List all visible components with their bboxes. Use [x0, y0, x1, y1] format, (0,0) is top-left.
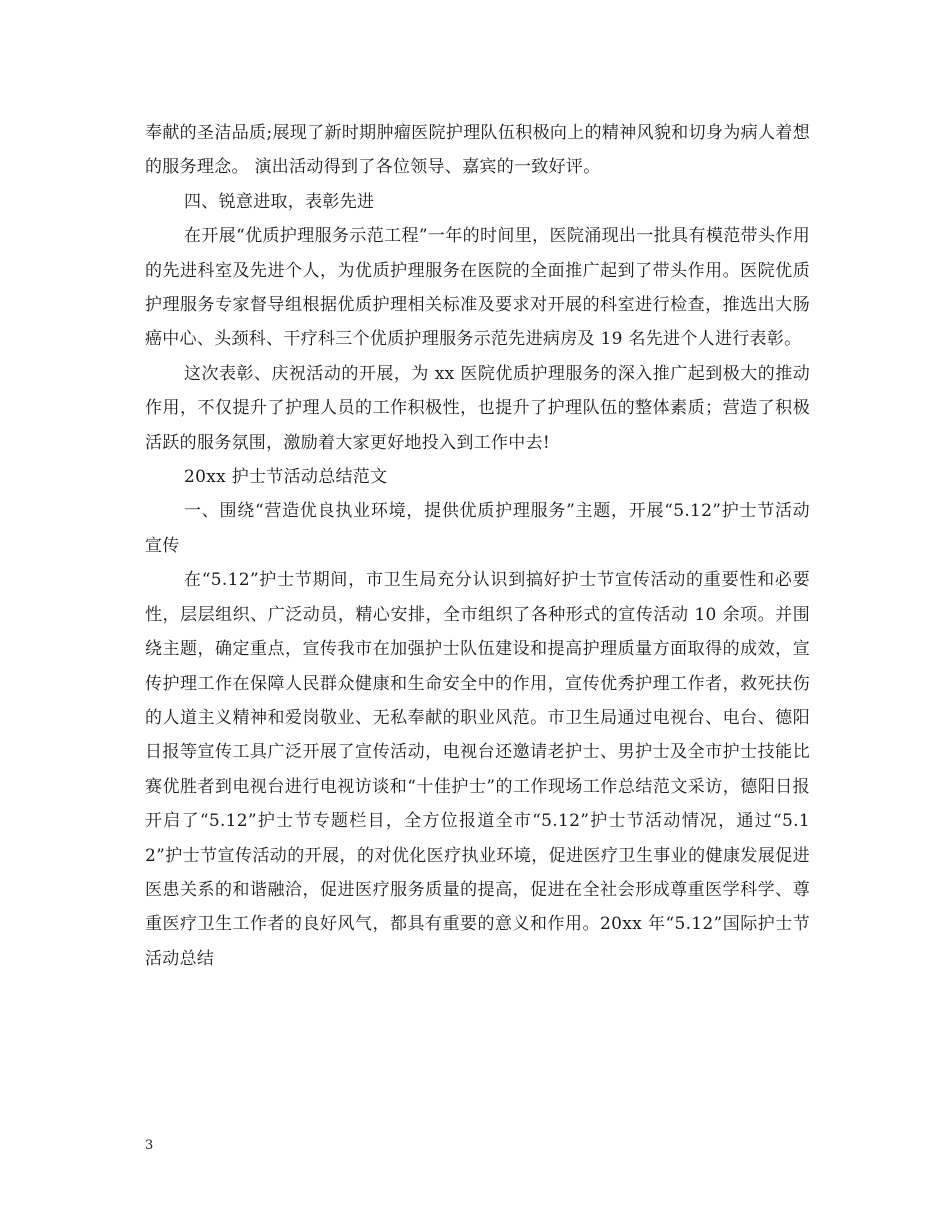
article-title: 20xx 护士节活动总结范文 [184, 467, 388, 488]
section-heading-four: 四、锐意进取，表彰先进 [184, 191, 375, 212]
section-heading-one: 一、围绕“营造优良执业环境，提供优质护理服务”主题，开展“5.12”护士节活动宣传 [145, 501, 810, 556]
paragraph-excellence-program: 在开展“优质护理服务示范工程”一年的时间里，医院涌现出一批具有模范带头作用的先进科室及先进个人，为优质护理服务在医院的全面推广起到了带头作用。医院优质护理服务专家督导组根据优质护理相关标准及要求对开展的科室进行检查，推选出大肠癌中心、头颈科、干疗科三个优质护理服务示范先进病房及 19 名先进个人进行表彰。 [145, 226, 810, 350]
paragraph-nurses-day-publicity: 在“5.12”护士节期间，市卫生局充分认识到搞好护士节宣传活动的重要性和必要性，层层组织、广泛动员，精心安排，全市组织了各种形式的宣传活动 10 余项。并围绕主题，确定重点，宣传我市在加强护士队伍建设和提高护理质量方面取得的成效，宣传护理工作在保障人民群众健康和生命安全中的作用，宣传优秀护理工作者，救死扶伤的人道主义精神和爱岗敬业、无私奉献的职业风范。市卫生局通过电视台、电台、德阳日报等宣传工具广泛开展了宣传活动，电视台还邀请老护士、男护士及全市护士技能比赛优胜者到电视台进行电视访谈和“十佳护士”的工作现场工作总结范文采访，德阳日报开启了“5.12”护士节专题栏目，全方位报道全市“5.12”护士节活动情况，通过“5.12”护士节宣传活动的开展，的对优化医疗执业环境，促进医疗卫生事业的健康发展促进医患关系的和谐融洽，促进医疗服务质量的提高，促进在全社会形成尊重医学科学、尊重医疗卫生工作者的良好风气，都具有重要的意义和作用。20xx 年“5.12”国际护士节活动总结 [145, 570, 810, 969]
document-body [145, 116, 810, 976]
paragraph-commendation-impact: 这次表彰、庆祝活动的开展，为 xx 医院优质护理服务的深入推广起到极大的推动作用，不仅提升了护理人员的工作积极性，也提升了护理队伍的整体素质；营造了积极活跃的服务氛围，激励着大家更好地投入到工作中去! [145, 363, 810, 453]
page-number: 3 [145, 1138, 154, 1153]
paragraph-continuation: 奉献的圣洁品质;展现了新时期肿瘤医院护理队伍积极向上的精神风貌和切身为病人着想的服务理念。 演出活动得到了各位领导、嘉宾的一致好评。 [145, 123, 810, 178]
